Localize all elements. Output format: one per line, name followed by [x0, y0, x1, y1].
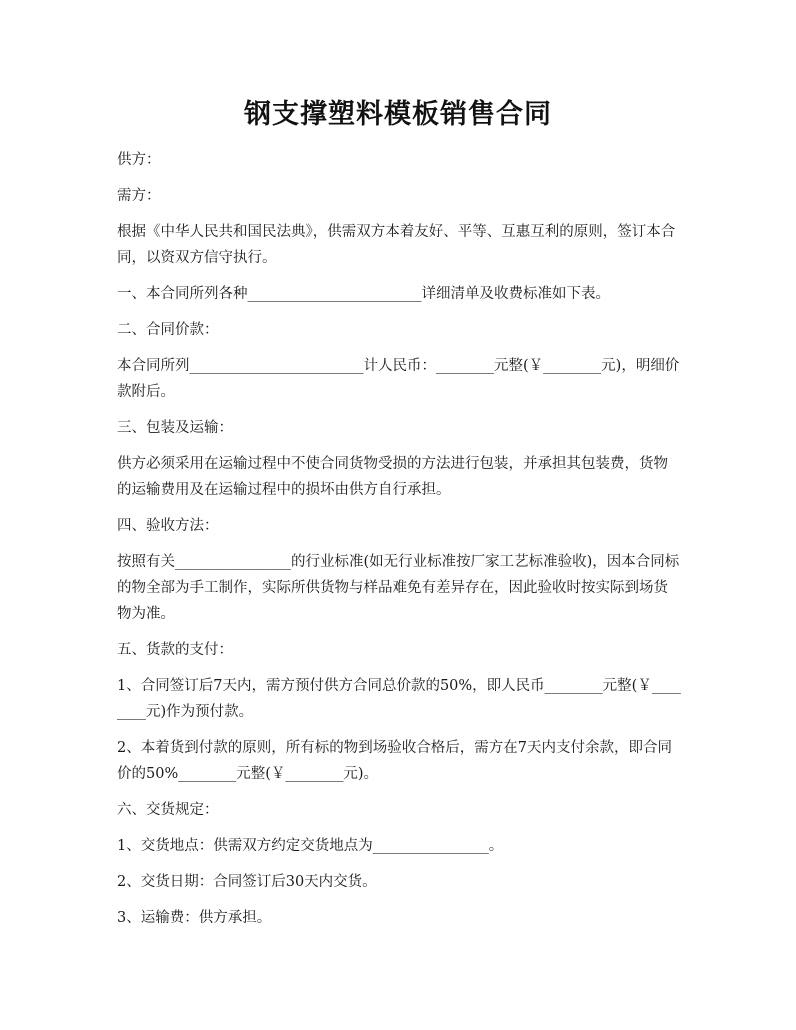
- clause-2-heading: 二、合同价款：: [117, 322, 219, 338]
- contract-price-paragraph: 本合同所列________________________计人民币：________元整(￥________元)，明细价款附后。: [117, 358, 680, 400]
- payment-item-1: 1、合同签订后7天内，需方预付供方合同总价款的50%，即人民币________元整(￥________元)作为预付款。: [117, 678, 681, 720]
- clause-1-paragraph: 一、本合同所列各种________________________详细清单及收费标准如下表。: [117, 286, 610, 302]
- buyer-line: 需方：: [117, 188, 161, 204]
- supplier-line: 供方：: [117, 152, 161, 168]
- delivery-item-2: 2、交货日期：合同签订后30天内交货。: [117, 874, 377, 890]
- delivery-item-3: 3、运输费：供方承担。: [117, 910, 272, 926]
- delivery-item-1: 1、交货地点：供需双方约定交货地点为________________。: [117, 838, 504, 854]
- clause-3-heading: 三、包装及运输：: [117, 420, 233, 436]
- clause-4-heading: 四、验收方法：: [117, 518, 219, 534]
- clause-6-heading: 六、交货规定：: [117, 802, 219, 818]
- acceptance-paragraph: 按照有关________________的行业标准(如无行业标准按厂家工艺标准验收)，因本合同标的物全部为手工制作，实际所供货物与样品难免有差异存在，因此验收时按实际到场货物为准。: [117, 554, 680, 622]
- document-body: [117, 147, 682, 941]
- payment-item-2: 2、本着货到付款的原则，所有标的物到场验收合格后，需方在7天内支付余款，即合同价的50%________元整(￥________元)。: [117, 740, 672, 782]
- preamble-paragraph: 根据《中华人民共和国民法典》，供需双方本着友好、平等、互惠互利的原则，签订本合同，以资双方信守执行。: [117, 224, 676, 266]
- clause-5-heading: 五、货款的支付：: [117, 642, 233, 658]
- packaging-paragraph: 供方必须采用在运输过程中不使合同货物受损的方法进行包装，并承担其包装费，货物的运输费用及在运输过程中的损坏由供方自行承担。: [117, 456, 668, 498]
- document-title: 钢支撑塑料模板销售合同: [244, 99, 552, 130]
